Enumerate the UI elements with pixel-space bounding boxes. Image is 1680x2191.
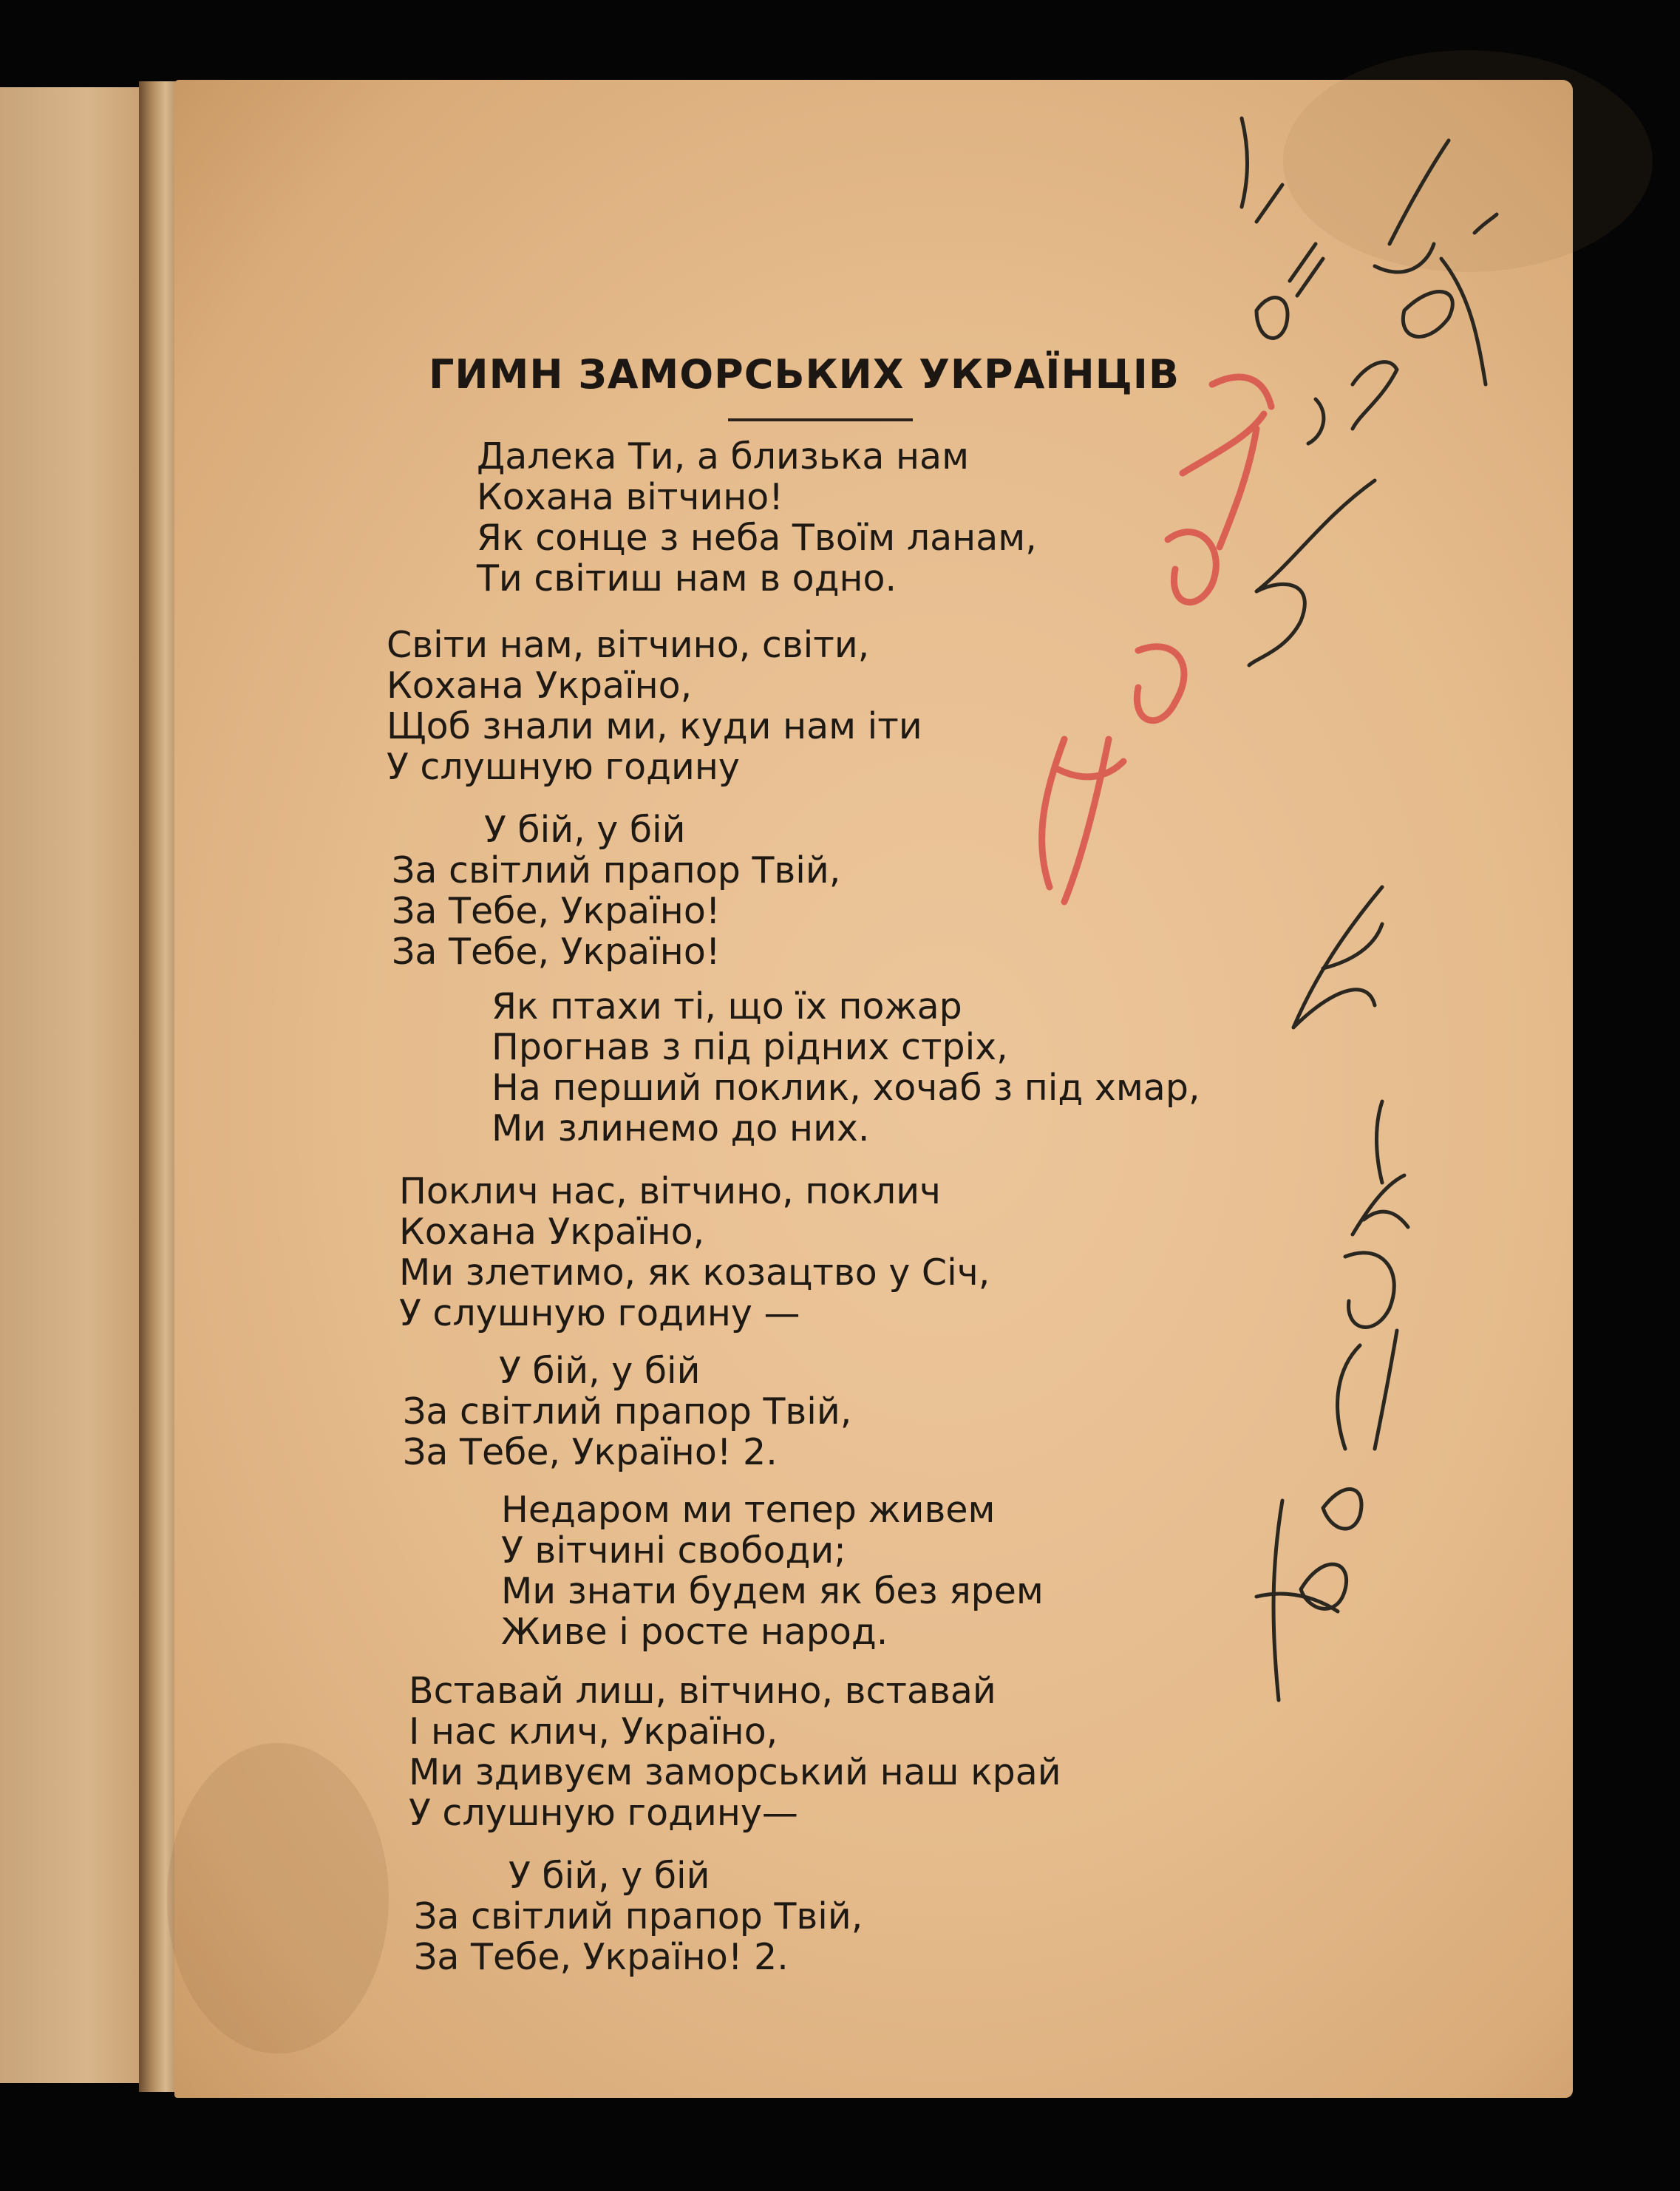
verse-line: За світлий прапор Твій, [392,849,841,891]
verse-line: У бій, у бій [499,1350,701,1392]
verse-line: Щоб знали ми, куди нам іти [387,705,922,747]
verse-line: Прогнав з під рідних стріх, [492,1026,1008,1068]
verse-line: За Тебе, Україно! [392,931,721,973]
verse-line: За Тебе, Україно! 2. [403,1431,778,1473]
verse-line: За світлий прапор Твій, [403,1390,852,1433]
verse-line: І нас клич, Україно, [409,1711,778,1753]
verse-line: У бій, у бій [484,809,686,851]
verse-line: У слушную годину [387,746,740,788]
verse-line: Ми здивуєм заморський наш край [409,1751,1061,1793]
hymn-title: ГИМН ЗАМОРСЬКИХ УКРАЇНЦІВ [429,351,1180,398]
verse-line: Як птахи ті, що їх пожар [492,985,962,1027]
verse-line: Вставай лиш, вітчино, вставай [409,1670,996,1712]
verse-line: Живе і росте народ. [501,1611,888,1653]
verse-line: Кохана вітчино! [477,476,783,518]
pencil-signature-upper [1249,140,1497,1027]
verse-line: Як сонце з неба Твоїм ланам, [477,517,1037,559]
red-pencil-signature [1042,377,1271,902]
verse-line: У бій, у бій [509,1855,710,1897]
verse-line: Світи нам, вітчино, світи, [387,624,870,666]
verse-line: Поклич нас, вітчино, поклич [399,1170,941,1212]
verse-line: Ти світиш нам в одно. [477,557,897,599]
verse-line: Ми злинемо до них. [492,1107,870,1149]
verse-line: Недаром ми тепер живем [501,1489,996,1531]
verse-line: У вітчині свободи; [501,1529,846,1572]
verse-line: На перший поклик, хочаб з під хмар, [492,1067,1200,1109]
verse-line: Ми злетимо, як козацтво у Січ, [399,1251,990,1294]
verse-line: Далека Ти, а близька нам [477,435,970,478]
pencil-signature-lower [1256,1101,1408,1700]
verse-line: За Тебе, Україно! 2. [414,1936,789,1978]
pencil-mark-top [1242,118,1323,338]
verse-line: Ми знати будем як без ярем [501,1570,1044,1612]
verse-line: У слушную годину — [399,1292,800,1334]
verse-line: Кохана Україно, [387,665,693,707]
verse-line: За світлий прапор Твій, [414,1895,863,1937]
verse-line: У слушную годину— [409,1792,798,1834]
verse-line: Кохана Україно, [399,1211,705,1253]
verse-line: За Тебе, Україно! [392,890,721,932]
